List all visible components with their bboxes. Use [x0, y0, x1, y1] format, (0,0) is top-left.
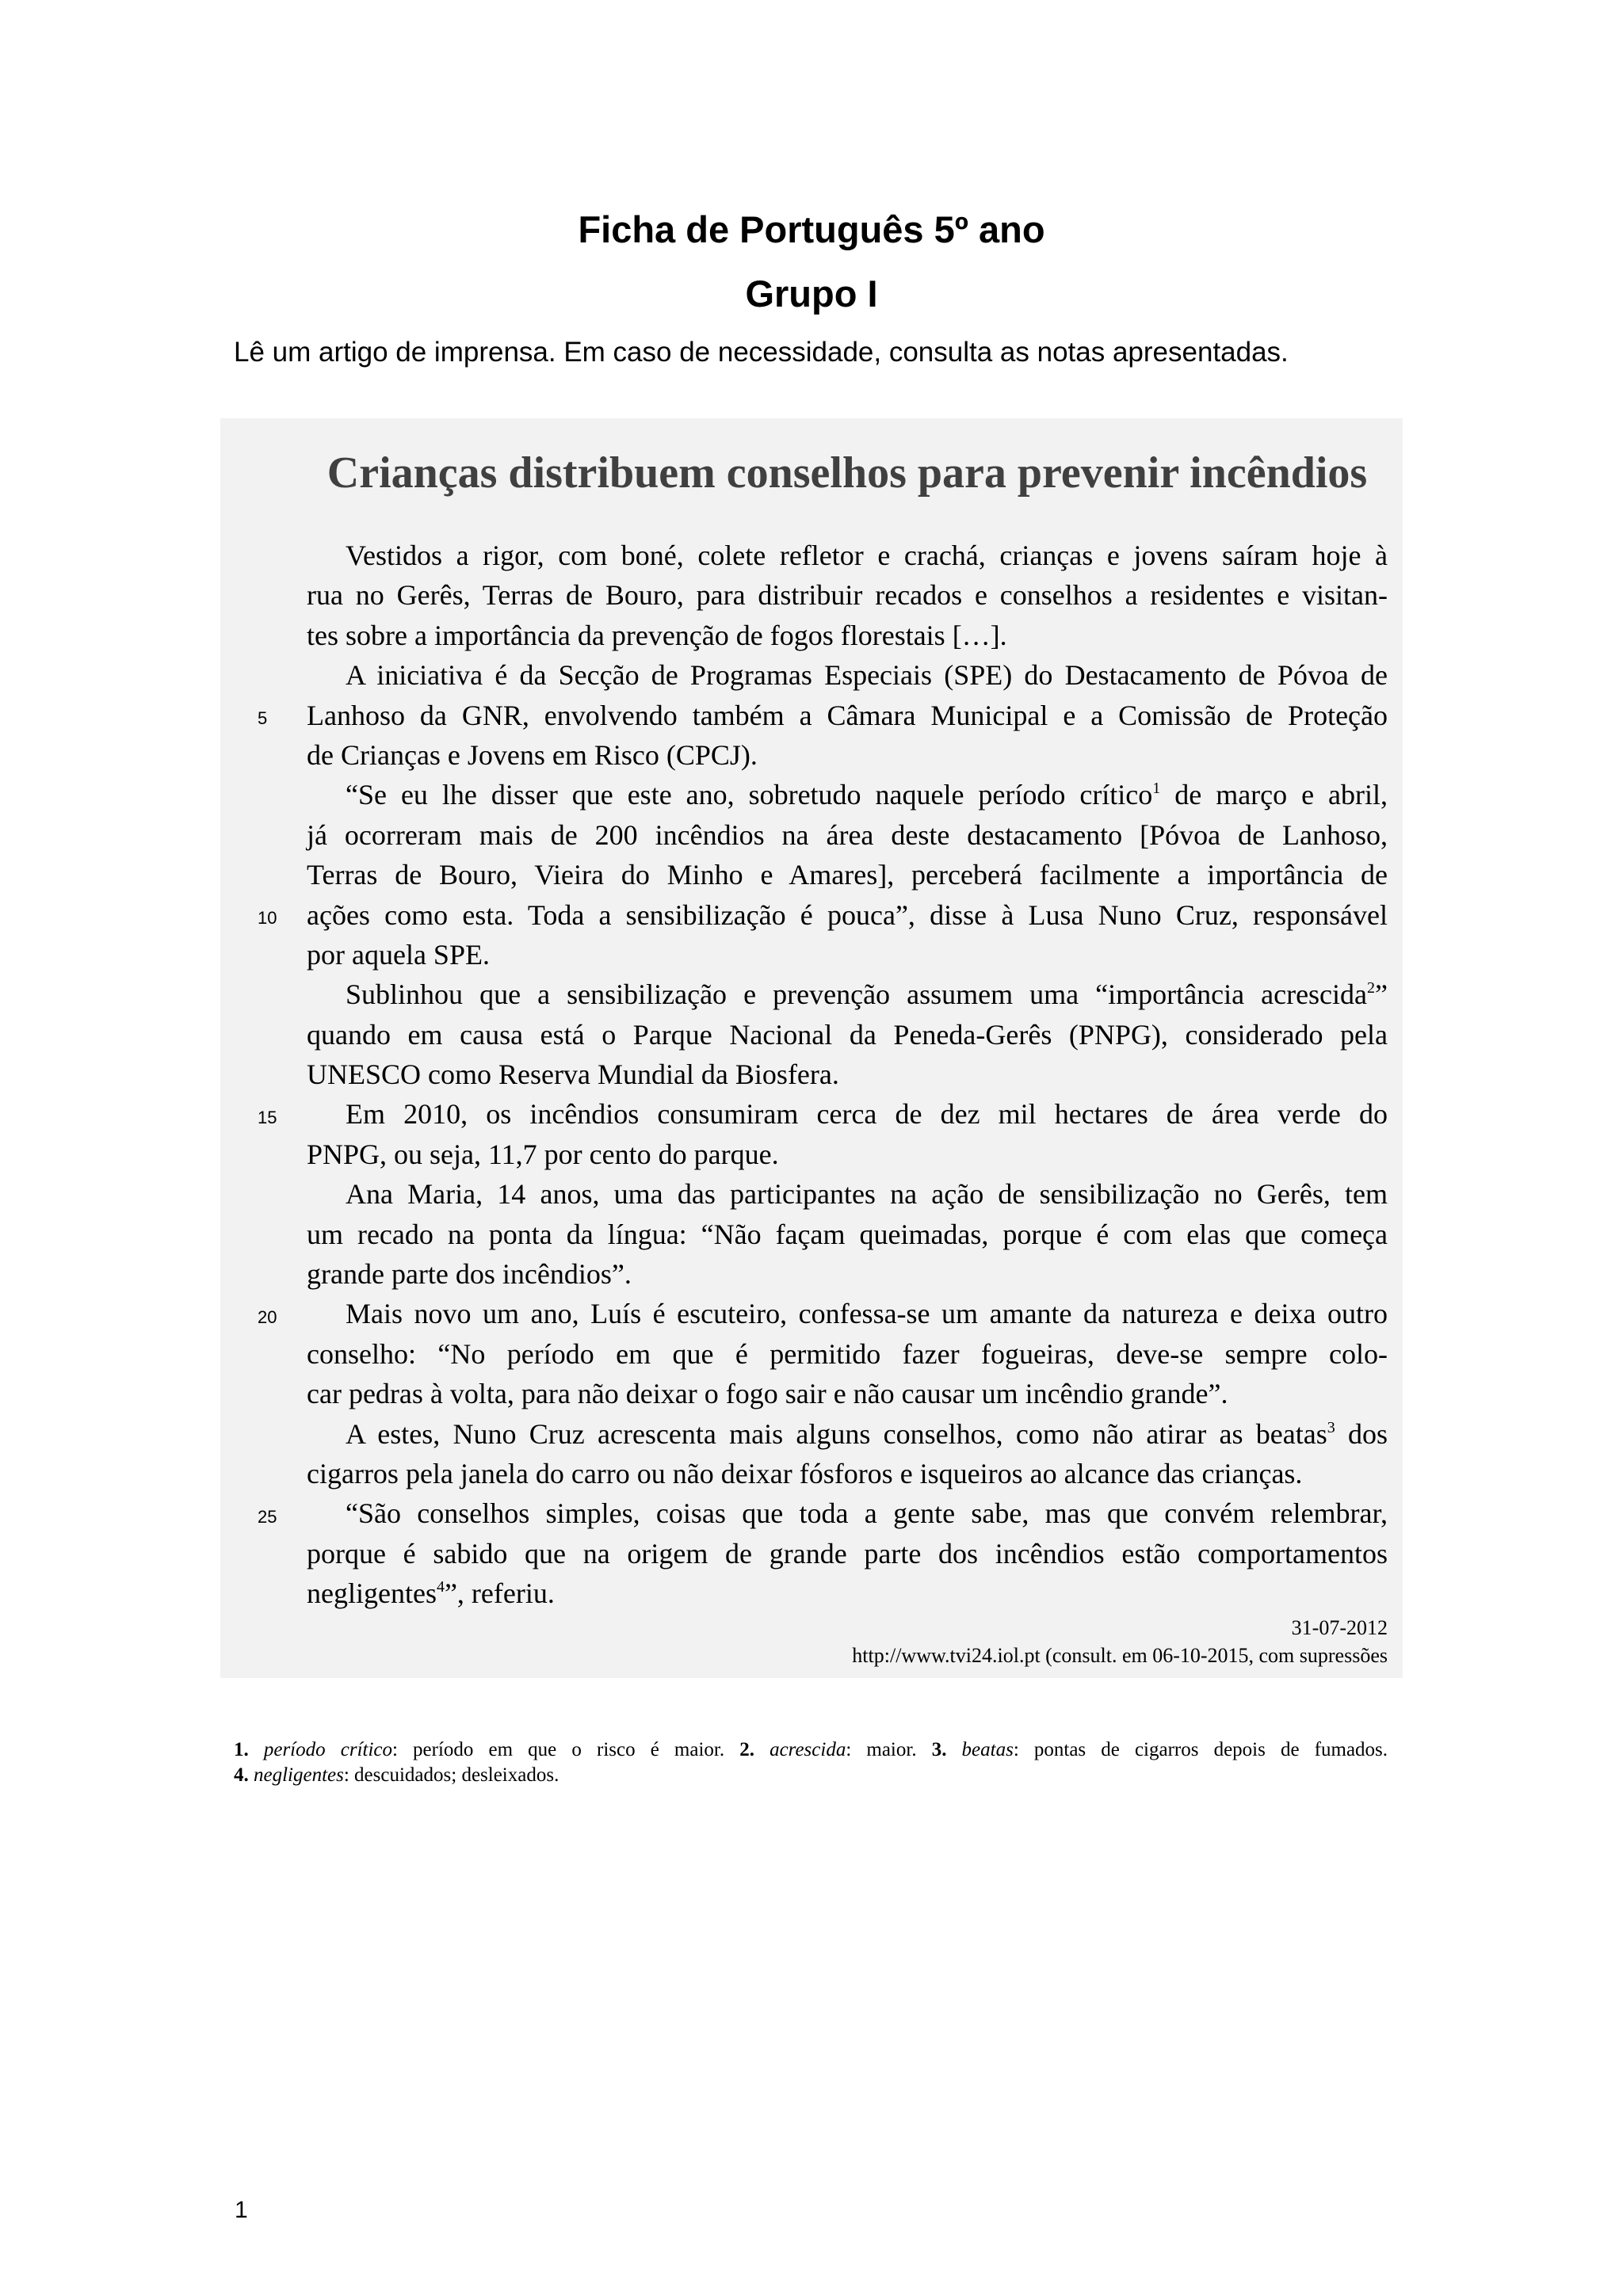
article-line-text: quando em causa está o Parque Nacional da Peneda-Gerês (PNPG), considerado pela [307, 1018, 1388, 1051]
article-title-text: Crianças distribuem conselhos para prevenir incêndios [327, 448, 1368, 498]
article-line-text-after: de março e abril, [1160, 779, 1388, 811]
footnote-line-2 [234, 1763, 1388, 1788]
footnote [234, 1739, 724, 1760]
footnote-marker: 2 [1367, 979, 1376, 997]
article-line [307, 1135, 1388, 1174]
article-line-text: Sublinhou que a sensibilização e prevenção assumem uma “importância acrescida [346, 978, 1368, 1011]
article-line [307, 655, 1388, 695]
article-line-text: negligentes [307, 1577, 437, 1610]
line-number: 15 [258, 1107, 277, 1127]
footnotes [234, 1737, 1388, 1788]
article-line [307, 1254, 1388, 1294]
article-line [307, 1215, 1388, 1254]
article-line [307, 895, 1388, 935]
article-line-text: A iniciativa é da Secção de Programas Especiais (SPE) do Destacamento de Póvoa de [346, 659, 1388, 692]
article-line [307, 1573, 1388, 1613]
article-line-text: porque é sabido que na origem de grande parte dos incêndios estão comportamentos [307, 1537, 1388, 1569]
line-number: 25 [258, 1506, 277, 1527]
footnote-number: 1. [234, 1739, 249, 1760]
article-line [307, 1534, 1388, 1573]
article-line-text: por aquela SPE. [307, 938, 490, 971]
article-line [307, 1174, 1388, 1214]
article-line-text: grande parte dos incêndios”. [307, 1258, 632, 1291]
article-line-text: Lanhoso da GNR, envolvendo também a Câmara Municipal e a Comissão de Proteção [307, 699, 1388, 731]
worksheet-title: Ficha de Português 5º ano [578, 208, 1045, 250]
article-line [307, 1055, 1388, 1094]
article-line [307, 1414, 1388, 1454]
article-line-text: rua no Gerês, Terras de Bouro, para distribuir recados e conselhos a residentes e visitan- [307, 579, 1388, 612]
article-line-text: Vestidos a rigor, com boné, colete refletor e crachá, crianças e jovens saíram hoje à [346, 540, 1388, 571]
line-number: 5 [258, 707, 268, 728]
article-line-text: car pedras à volta, para não deixar o fogo sair e não causar um incêndio grande”. [307, 1378, 1228, 1410]
article-line [307, 1015, 1388, 1055]
footnote-term: negligentes [254, 1764, 344, 1786]
footnote-term: acrescida [769, 1739, 846, 1760]
article-line-text: de Crianças e Jovens em Risco (CPCJ). [307, 738, 758, 771]
article-line [307, 735, 1388, 775]
footnote-marker: 1 [1152, 780, 1161, 798]
article-line-text: já ocorreram mais de 200 incêndios na área deste destacamento [Póvoa de Lanhoso, [307, 818, 1388, 851]
article-line-text: Mais novo um ano, Luís é escuteiro, confessa-se um amante da natureza e deixa outro [346, 1298, 1388, 1330]
footnote-number: 4. [234, 1764, 249, 1786]
article-body [307, 536, 1388, 1614]
article-line-text: cigarros pela janela do carro ou não deixar fósforos e isqueiros ao alcance das crianças. [307, 1457, 1303, 1489]
article-line-text: um recado na ponta da língua: “Não façam queimadas, porque é com elas que começa [307, 1218, 1388, 1250]
article-line-text: “São conselhos simples, coisas que toda a gente sabe, mas que convém relembrar, [346, 1497, 1388, 1530]
article-line [307, 974, 1388, 1014]
footnote-number: 3. [931, 1739, 947, 1760]
article-line [307, 575, 1388, 615]
footnote [234, 1764, 559, 1786]
footnote-line-1 [234, 1737, 1388, 1763]
article-line-text: UNESCO como Reserva Mundial da Biosfera. [307, 1058, 839, 1091]
footnote-marker: 4 [436, 1578, 445, 1596]
footnote [932, 1739, 1388, 1760]
worksheet-group: Grupo I [745, 273, 878, 315]
article-line [307, 1094, 1388, 1134]
article-line-text: PNPG, ou seja, 11,7 por cento do parque. [307, 1138, 779, 1170]
article-date: 31-07-2012 [1291, 1616, 1388, 1639]
article-source: http://www.tvi24.iol.pt (consult. em 06-10-2015, com supressões [852, 1644, 1388, 1667]
article-line-text: Em 2010, os incêndios consumiram cerca de dez mil hectares de área verde do [346, 1098, 1388, 1131]
footnote-marker: 3 [1327, 1418, 1335, 1436]
article-line-text-after: dos [1335, 1417, 1388, 1450]
footnote-term: beatas [961, 1739, 1014, 1760]
footnote-definition: : pontas de cigarros depois de fumados. [1013, 1739, 1388, 1760]
footnote-term: período crítico [263, 1739, 392, 1760]
article-line [307, 1374, 1388, 1413]
article-line-text: Ana Maria, 14 anos, uma das participantes na ação de sensibilização no Gerês, tem [346, 1178, 1388, 1211]
article-line-text: Terras de Bouro, Vieira do Minho e Amares], perceberá facilmente a importância de [307, 859, 1388, 891]
article-line [307, 1334, 1388, 1374]
article-line-text-after: ”, referiu. [444, 1577, 555, 1610]
article-line-text-after: ” [1375, 978, 1388, 1011]
footnote-definition: : maior. [846, 1739, 917, 1760]
worksheet-instruction: Lê um artigo de imprensa. Em caso de necessidade, consulta as notas apresentadas. [234, 337, 1289, 368]
article-line [307, 815, 1388, 855]
article-line [307, 1454, 1388, 1493]
article-line [307, 536, 1388, 575]
article-line-text: tes sobre a importância da prevenção de fogos florestais […]. [307, 619, 1007, 651]
line-number: 20 [258, 1306, 277, 1327]
article-line [307, 696, 1388, 735]
article-line [307, 1493, 1388, 1533]
article-line-text: “Se eu lhe disser que este ano, sobretudo naquele período crítico [346, 779, 1153, 811]
footnote-number: 2. [739, 1739, 754, 1760]
footnote [739, 1739, 916, 1760]
article-line [307, 616, 1388, 655]
footnote-definition: : período em que o risco é maior. [392, 1739, 725, 1760]
article-line [307, 855, 1388, 894]
article-line-text: ações como esta. Toda a sensibilização é pouca”, disse à Lusa Nuno Cruz, responsável [307, 898, 1388, 931]
page-number: 1 [235, 2197, 248, 2223]
line-number: 10 [258, 907, 277, 928]
article-line [307, 775, 1388, 814]
article-line [307, 1294, 1388, 1333]
article-line-text: A estes, Nuno Cruz acrescenta mais alguns conselhos, como não atirar as beatas [346, 1417, 1327, 1450]
article-line [307, 935, 1388, 974]
article-title [307, 448, 1388, 498]
article-line-text: conselho: “No período em que é permitido fazer fogueiras, deve-se sempre colo- [307, 1337, 1388, 1370]
footnote-definition: : descuidados; desleixados. [343, 1764, 559, 1786]
